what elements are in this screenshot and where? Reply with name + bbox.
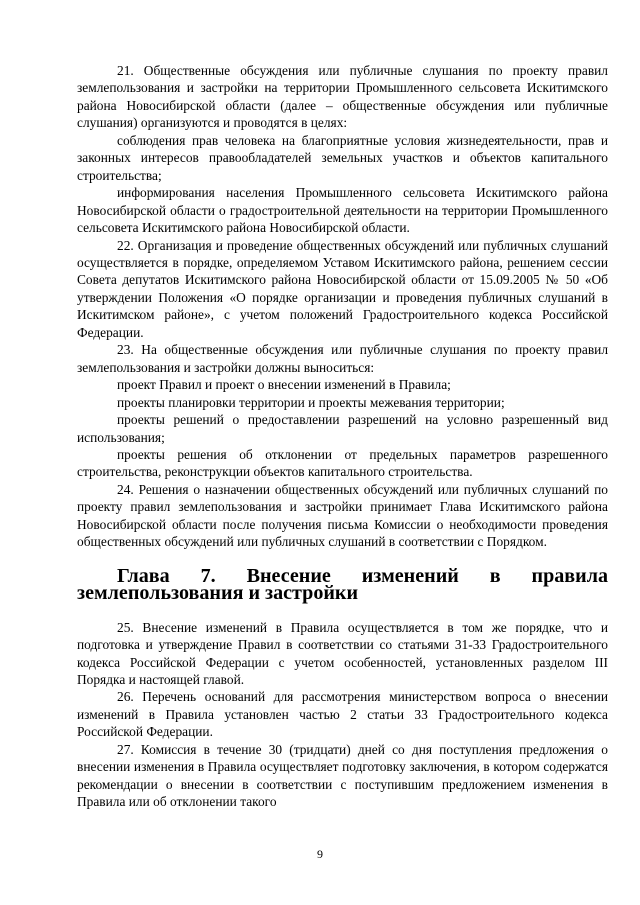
page-number: 9 bbox=[317, 847, 323, 861]
paragraph-21: 21. Общественные обсуждения или публичные слушания по проекту правил землепользования и застройки на территории Промышленного сельсовета Искитимского района Новосибирской области (далее – общественные обсуждения или публичные слушания) организуются и проводятся в целях: bbox=[77, 63, 608, 131]
paragraph-23: 23. На общественные обсуждения или публичные слушания по проекту правил землепользования и застройки должны выноситься: bbox=[77, 342, 608, 375]
paragraph-23-item-conditional-use: проекты решений о предоставлении разрешений на условно разрешенный вид использования; bbox=[77, 412, 608, 445]
paragraph-27: 27. Комиссия в течение 30 (тридцати) дней со дня поступления предложения о внесении изменения в Правила осуществляет подготовку заключения, в котором содержатся рекомендации о внесении в соответствии с поступившим предложением изменения в Правила или об отклонении такого bbox=[77, 741, 608, 810]
paragraph-21-goal-informing: информирования населения Промышленного сельсовета Искитимского района Новосибирской области о градостроительной деятельности на территории Промышленного сельсовета Искитимского района Новосибирской области. bbox=[77, 185, 608, 236]
chapter-heading: Глава 7. Внесение изменений в правила землепользования и застройки bbox=[77, 564, 608, 605]
paragraph-24: 24. Решения о назначении общественных обсуждений или публичных слушаний по проекту правил землепользования и застройки принимает Глава Искитимского района Новосибирской области после получения письма Комиссии о необходимости проведения общественных обсуждений или публичных слушаний в соответствии с Порядком. bbox=[77, 481, 608, 550]
paragraph-22: 22. Организация и проведение общественных обсуждений или публичных слушаний осуществляется в порядке, определяемом Уставом Искитимского района, решением сессии Совета депутатов Искитимского района Новосибирской области от 15.09.2005 № 50 «Об утверждении Положения «О порядке организации и проведения публичных слушаний в Искитимском районе», с учетом положений Градостроительного кодекса Российской Федерации. bbox=[77, 237, 608, 340]
document-body bbox=[77, 62, 608, 811]
paragraph-25: 25. Внесение изменений в Правила осуществляется в том же порядке, что и подготовка и утверждение Правил в соответствии со статьями 31-33 Градостроительного кодекса Российской Федерации с учетом особенностей, установленных разделом III Порядка и настоящей главой. bbox=[77, 619, 608, 687]
paragraph-21-goal-rights: соблюдения прав человека на благоприятные условия жизнедеятельности, прав и законных интересов правообладателей земельных участков и объектов капитального строительства; bbox=[77, 132, 608, 183]
paragraph-23-item-rules-project: проект Правил и проект о внесении изменений в Правила; bbox=[117, 377, 451, 393]
paragraph-23-item-planning-projects: проекты планировки территории и проекты межевания территории; bbox=[117, 394, 505, 410]
paragraph-23-item-deviation: проекты решения об отклонении от предельных параметров разрешенного строительства, реконструкции объектов капитального строительства. bbox=[77, 446, 608, 480]
paragraph-26: 26. Перечень оснований для рассмотрения министерством вопроса о внесении изменений в Правила установлен частью 2 статьи 33 Градостроительного кодекса Российской Федерации. bbox=[77, 689, 608, 740]
